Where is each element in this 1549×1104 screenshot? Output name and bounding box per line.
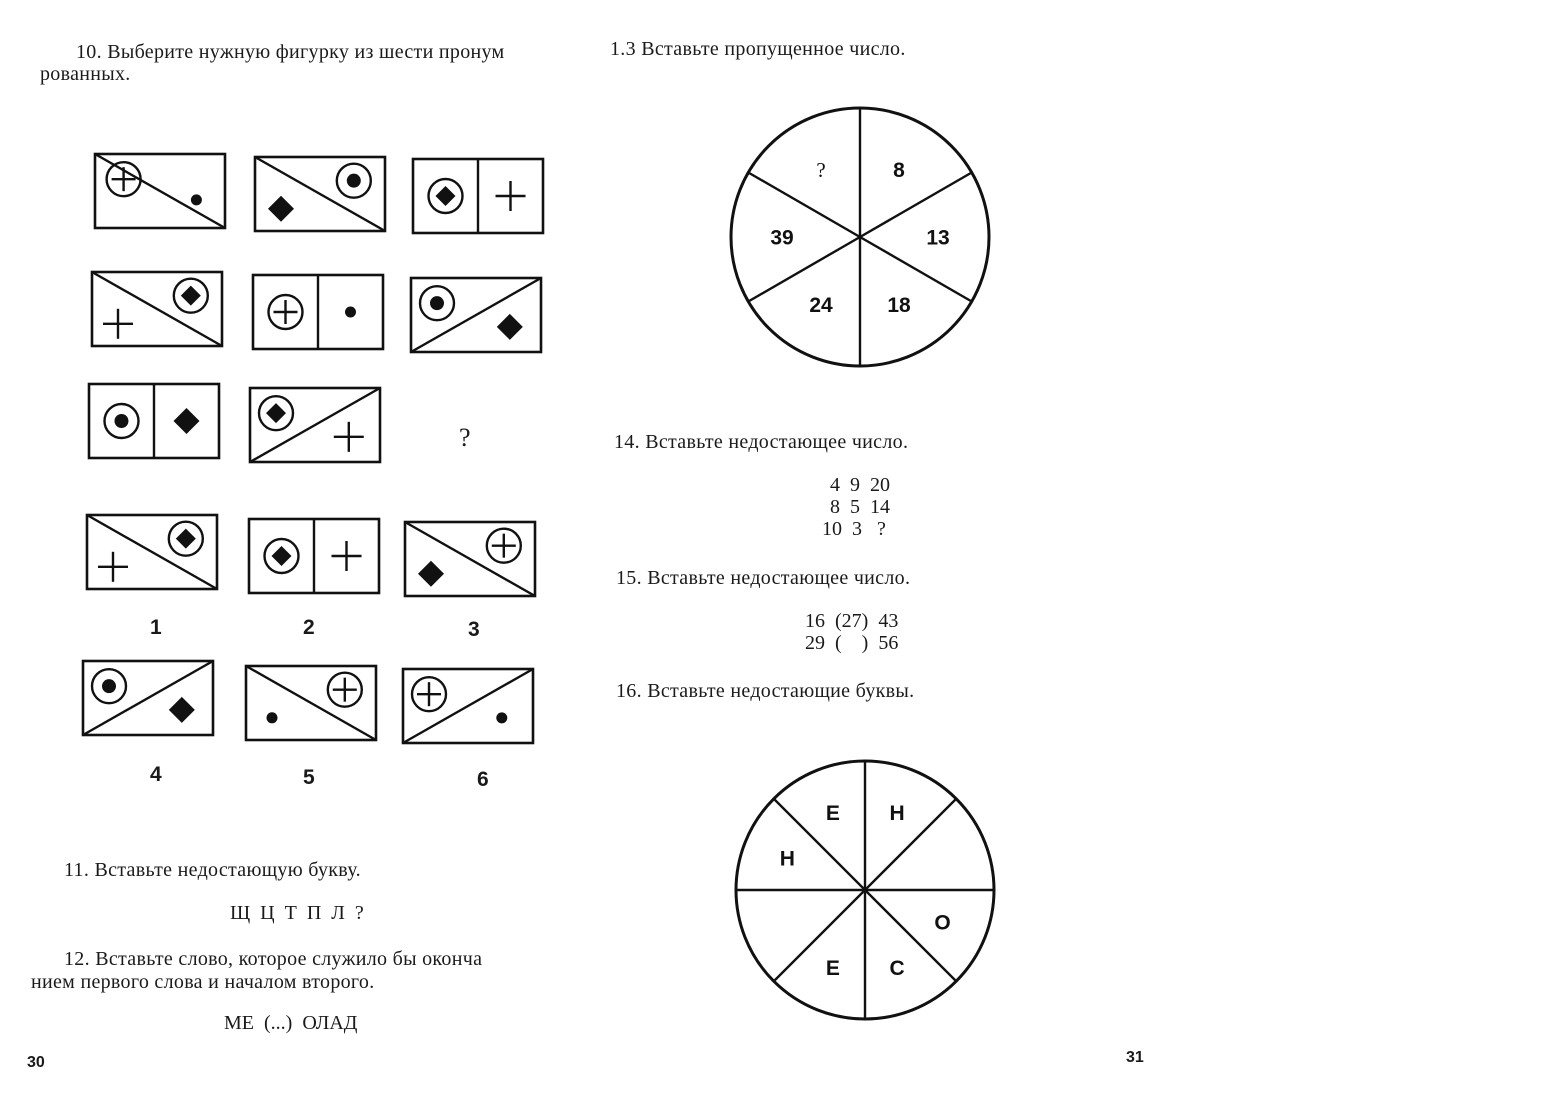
number-wheel-q13-spoke-6 — [748, 237, 860, 302]
q10-title-line2: рованных. — [40, 63, 131, 85]
number-wheel-q13-spoke-4 — [860, 237, 972, 302]
letter-wheel-q16-sector-label-5: Е — [825, 957, 840, 981]
number-wheel-q13-sector-label-5: 24 — [809, 294, 833, 318]
letter-wheel-q16 — [736, 761, 994, 1019]
q12-title-line2: нием первого слова и началом второго. — [31, 971, 375, 993]
letter-wheel-q16-spoke-6 — [774, 890, 865, 981]
page-number-right: 31 — [1126, 1049, 1144, 1066]
q10-missing-tile-mark: ? — [459, 423, 471, 452]
letter-wheel-q16-sector-label-1: Н — [889, 801, 905, 825]
q10-title-line1: 10. Выберите нужную фигурку из шести пронум — [76, 41, 505, 63]
letter-wheel-q16-spoke-8 — [774, 799, 865, 890]
letter-wheel-q16-spoke-4 — [865, 890, 956, 981]
option-label-2: 2 — [303, 616, 315, 639]
option-label-1: 1 — [150, 616, 162, 639]
letter-wheel-q16-sector-label-4: С — [889, 957, 905, 981]
page-number-left: 30 — [27, 1054, 45, 1071]
letter-wheel-q16-spoke-2 — [865, 799, 956, 890]
number-wheel-q13-sector-label-2: 8 — [893, 159, 905, 183]
q15-row-2: 29 ( ) 56 — [805, 632, 899, 654]
number-wheel-q13-sector-label-6: 39 — [770, 226, 794, 250]
number-wheel-q13-spoke-1 — [748, 173, 860, 238]
option-label-5: 5 — [303, 766, 315, 789]
q12-title-line1: 12. Вставьте слово, которое служило бы оконча — [64, 948, 483, 970]
q11-title: 11. Вставьте недостающую букву. — [64, 859, 361, 881]
q14-title: 14. Вставьте недостающее число. — [614, 431, 909, 453]
q15-row-1: 16 (27) 43 — [805, 610, 899, 632]
number-wheel-q13-sector-label-1: ? — [816, 158, 826, 183]
q14-row-2: 8 5 14 — [830, 496, 890, 518]
number-wheel-q13-spoke-3 — [860, 173, 972, 238]
option-label-4: 4 — [150, 763, 162, 786]
letter-wheel-q16-sector-label-3: О — [934, 911, 951, 935]
q16-title: 16. Вставьте недостающие буквы. — [616, 680, 915, 702]
number-wheel-q13 — [731, 108, 989, 366]
letter-wheel-q16-sector-label-8: Е — [825, 801, 840, 825]
letter-wheel-q16-sector-label-7: Н — [779, 847, 795, 871]
q14-row-1: 4 9 20 — [830, 474, 890, 496]
q14-row-3: 10 3 ? — [822, 518, 886, 540]
q12-word-puzzle: МЕ (...) ОЛАД — [224, 1012, 358, 1034]
q13-title: 1.3 Вставьте пропущенное число. — [610, 38, 906, 60]
option-label-6: 6 — [477, 768, 489, 791]
option-label-3: 3 — [468, 618, 480, 641]
number-wheel-q13-sector-label-3: 13 — [926, 226, 950, 250]
number-wheel-q13-sector-label-4: 18 — [887, 294, 911, 318]
q15-title: 15. Вставьте недостающее число. — [616, 567, 911, 589]
q11-letter-sequence: Щ Ц Т П Л ? — [230, 902, 364, 924]
